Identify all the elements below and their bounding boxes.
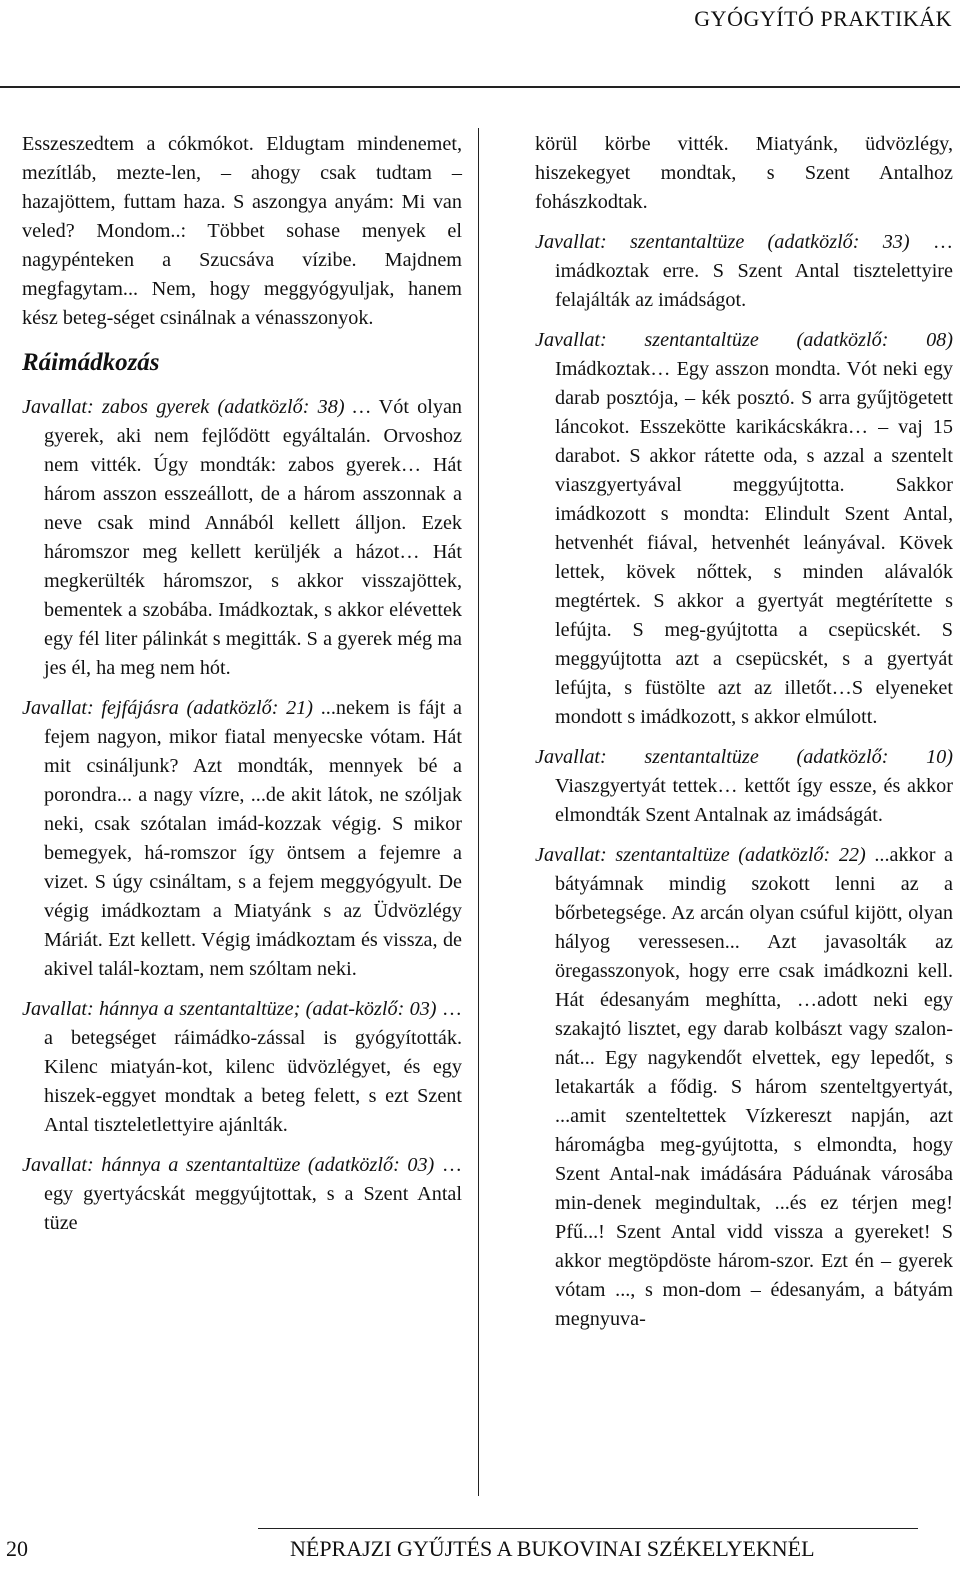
- entry-4-label: Javallat: hánnya a szentantaltüze (adatközlő: 03): [22, 1154, 435, 1176]
- entry-8: [535, 841, 953, 1334]
- entry-2-text: ...nekem is fájt a fejem nagyon, mikor fiatal menyecske vótam. Hát mit csináljunk? Azt mondták, mennyek bé a porondra... a nagy vízre, ...de akit látok, ne szóljak neki, csak szótalan imád-kozzak végig. S mikor bemegyek, há-romszor így öntsem a fejemre a vizet. S úgy csináltam, s a fejem meggyógyult. De végig imádkoztam a Miatyánk s az Üdvözlégy Máriát. Ezt kellett. Végig imádkoztam és vissza, de akivel talál-koztam, nem szóltam neki.: [44, 697, 463, 980]
- continued-paragraph: körül körbe vitték. Miatyánk, üdvözlégy, hiszekegyet mondtak, s Szent Antalhoz fohászkodtak.: [535, 133, 953, 213]
- entry-5-label: Javallat: szentantaltüze (adatközlő: 33): [535, 231, 910, 253]
- intro-paragraph: Esszeszedtem a cókmókot. Eldugtam mindenemet, mezítláb, mezte-len, – ahogy csak tudtam – hazajöttem, futtam haza. S aszongya anyám: Mi van veled? Mondom..: Többet sohase menyek el nagypénteken a Szucsáva vízibe. Majdnem megfagytam... Nem, hogy meggyógyuljak, hanem kész beteg-séget csinálnak a vénasszonyok.: [22, 133, 462, 329]
- entry-7-label: Javallat: szentantaltüze (adatközlő: 10): [535, 746, 953, 768]
- entry-1-label: Javallat: zabos gyerek (adatközlő: 38) …: [22, 396, 371, 418]
- entry-5: [535, 228, 953, 315]
- running-header: GYÓGYÍTÓ PRAKTIKÁK: [694, 6, 952, 31]
- entry-8-label: Javallat: szentantaltüze (adatközlő: 22): [535, 844, 866, 866]
- entry-1: [22, 393, 462, 683]
- right-column: [535, 130, 953, 1345]
- footer-rule: [258, 1528, 918, 1529]
- entry-6-label: Javallat: szentantaltüze (adatközlő: 08): [535, 329, 953, 351]
- entry-7-text: Viaszgyertyát tettek… kettőt így essze, és akkor elmondták Szent Antalnak az imádságát.: [555, 775, 953, 826]
- entry-3-text: …a betegséget ráimádko-zással is gyógyították. Kilenc miatyán-kot, kilenc üdvözlégyet, és egy hiszek-eggyet mondtak a beteg felett, s ezt Szent Antal tiszteletlettyire ajánlták.: [44, 998, 463, 1136]
- entry-2-label: Javallat: fejfájásra (adatközlő: 21): [22, 697, 314, 719]
- left-column: [22, 130, 462, 1249]
- running-footer: NÉPRAJZI GYŰJTÉS A BUKOVINAI SZÉKELYEKNÉL: [290, 1536, 815, 1561]
- page-number: 20: [6, 1536, 28, 1561]
- column-divider: [478, 128, 479, 1496]
- entry-1-text: Vót olyan gyerek, aki nem fejlődött egyáltalán. Orvoshoz nem vitték. Úgy mondták: zabos gyerek… Hát három asszon esszeállott, de a három asszonnak a neve csak mind Annából kellett álljon. Ezek háromszor meg kellett kerüljék a házot… Hát megkerülték háromszor, s akkor visszajöttek, bementek a szobába. Imádkoztak, s akkor elévettek egy fél liter pálinkát s megitták. S a gyerek még ma jes él, ha meg nem hót.: [44, 396, 463, 679]
- section-heading: Ráimádkozás: [22, 349, 160, 376]
- entry-5-text: …imádkoztak erre. S Szent Antal tisztelettyire felajálták az imádságot.: [555, 231, 953, 311]
- entry-7: [535, 743, 953, 830]
- header-rule: [0, 86, 960, 88]
- entry-6: [535, 326, 953, 732]
- entry-8-text: ...akkor a bátyámnak mindig szokott lenni az a bőrbetegsége. Az arcán olyan csúful kijött, olyan hályog veressesen... Azt javasolták az öregasszonyok, hogy erre csak imádkozni kell. Hát édesanyám meghítta, …adott neki egy szakajtó lisztet, egy darab kolbászt vagy szalon-nát... Egy nagykendőt elvettek, egy lepedőt, s letakarták a fődig. S három szenteltgyertyát, ...amit szenteltettek Vízkereszt napján, azt háromágba meg-gyújtotta, s elmondta, hogy Szent Antal-nak imádására Páduának városába min-denek megindultak, ...és ez térjen meg! Pfű...! Szent Antal vidd vissza a gyereket! S akkor megtöpdöste három-szor. Ezt én – gyerek vótam ..., s mon-dom – édesanyám, a bátyám megnyuva-: [555, 844, 953, 1330]
- entry-6-text: Imádkoztak… Egy asszon mondta. Vót neki egy darab posztója, – kék posztó. S arra gyűjtögetett láncokot. Esszekötte karikácskákra… – vaj 15 darabot. S akkor rátette oda, s azzal a szentelt viaszgyertyával meggyújtotta. Sakkor imádkozott s mondta: Elindult Szent Antal, hetvenhét fiával, hetvenhét leányával. Kövek lettek, kövek nőttek, s minden alávalók megtértek. S akkor a gyertyát megtérítette s lefújta. S meg-gyújtotta a csepücskét. S meggyújtotta azt a csepücskét, s a gyertyát lefújta, s füstölte azt az illetőt…S elyeneket mondott s imádkozott, s akkor elmúlott.: [555, 358, 953, 728]
- entry-4-text: …egy gyertyácskát meggyújtottak, s a Szent Antal tüze: [44, 1154, 462, 1234]
- entry-3-label: Javallat: hánnya a szentantaltüze; (adat-közlő: 03): [22, 998, 437, 1020]
- entry-3: [22, 995, 462, 1140]
- entry-2: [22, 694, 462, 984]
- entry-4: [22, 1151, 462, 1238]
